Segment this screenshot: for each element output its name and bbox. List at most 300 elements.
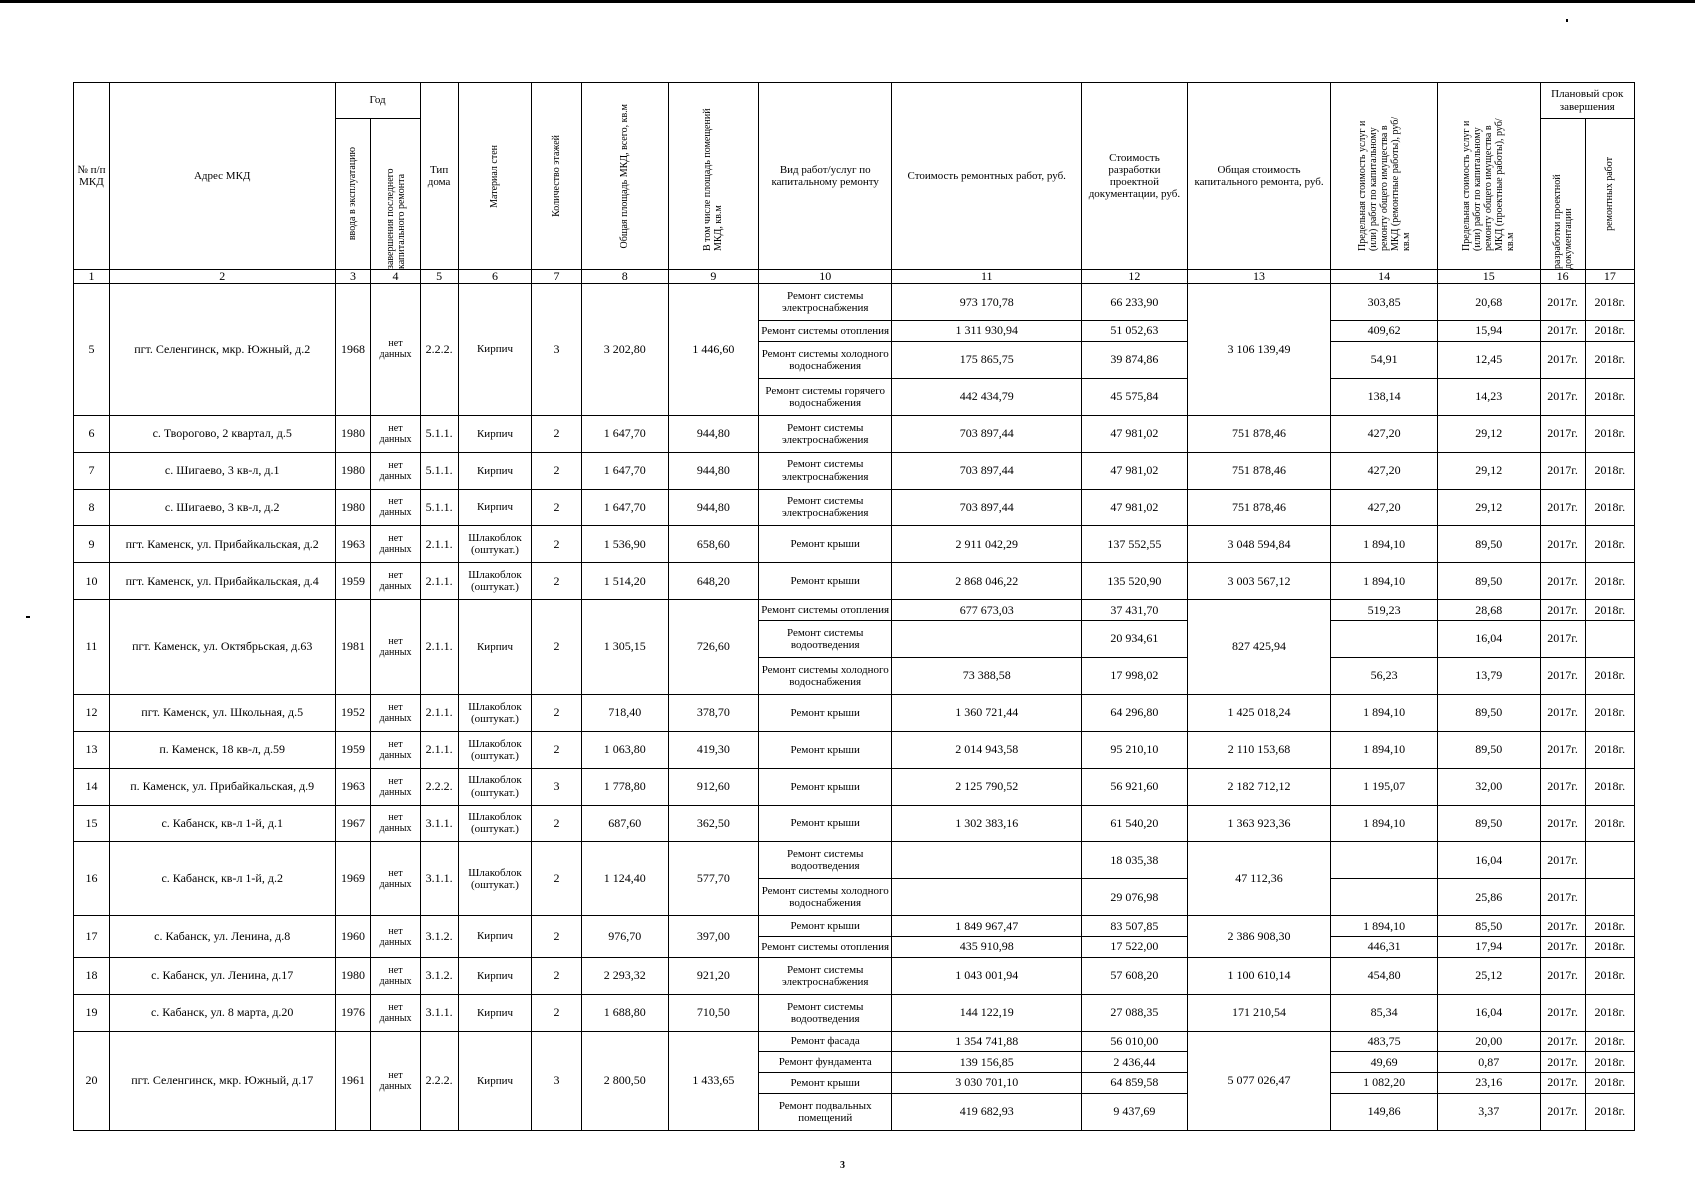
column-number: 4 [371,270,420,284]
column-number: 6 [458,270,532,284]
commissioning-year: 1961 [335,1031,371,1130]
house-type: 3.1.1. [420,994,458,1031]
work-type: Ремонт крыши [759,526,892,563]
design-cost: 29 076,98 [1082,879,1188,916]
plan-design-year: 2017г. [1540,563,1585,600]
limit-design: 89,50 [1437,694,1540,731]
wall-material: Шлакоблок (оштукат.) [458,526,532,563]
total-area: 1 647,70 [581,415,668,452]
table-row [74,1031,1635,1052]
premises-area: 944,80 [668,452,758,489]
work-type: Ремонт системы горячего водоснабжения [759,378,892,415]
limit-repair: 1 894,10 [1331,563,1438,600]
repair-cost: 1 849 967,47 [892,916,1082,937]
house-type: 2.1.1. [420,563,458,600]
plan-design-year: 2017г. [1540,937,1585,958]
premises-area: 921,20 [668,957,758,994]
limit-repair: 149,86 [1331,1093,1438,1130]
address: пгт. Каменск, ул. Прибайкальская, д.2 [109,526,335,563]
commissioning-year: 1976 [335,994,371,1031]
work-type: Ремонт крыши [759,1073,892,1094]
total-cost: 827 425,94 [1187,600,1331,695]
plan-design-year: 2017г. [1540,768,1585,805]
commissioning-year: 1963 [335,768,371,805]
repair-cost: 73 388,58 [892,657,1082,694]
commissioning-year: 1967 [335,805,371,842]
design-cost: 57 608,20 [1082,957,1188,994]
plan-design-year: 2017г. [1540,1073,1585,1094]
column-number-row [74,270,1635,284]
design-cost: 64 859,58 [1082,1073,1188,1094]
limit-design: 32,00 [1437,768,1540,805]
row-number: 13 [74,731,110,768]
plan-design-year: 2017г. [1540,957,1585,994]
floors: 2 [532,805,581,842]
scan-mark [26,616,30,618]
row-number: 16 [74,842,110,916]
repair-cost [892,621,1082,658]
address: п. Каменск, 18 кв-л, д.59 [109,731,335,768]
limit-repair: 1 894,10 [1331,526,1438,563]
address: пгт. Селенгинск, мкр. Южный, д.17 [109,1031,335,1130]
address: пгт. Каменск, ул. Прибайкальская, д.4 [109,563,335,600]
column-number: 17 [1585,270,1634,284]
row-number: 19 [74,994,110,1031]
plan-repair-year: 2018г. [1585,526,1634,563]
limit-design: 20,68 [1437,284,1540,321]
wall-material: Шлакоблок (оштукат.) [458,842,532,916]
premises-area: 912,60 [668,768,758,805]
limit-design: 89,50 [1437,526,1540,563]
plan-repair-year: 2018г. [1585,694,1634,731]
header-limit-repair: Предельная стоимость услуг и (или) работ по капитальному ремонту общего имущества в МКД (ремонтные работы), руб/кв.м [1331,83,1438,270]
address: с. Кабанск, ул. 8 марта, д.20 [109,994,335,1031]
column-number: 1 [74,270,110,284]
plan-design-year: 2017г. [1540,657,1585,694]
premises-area: 944,80 [668,415,758,452]
row-number: 5 [74,284,110,416]
last-repair-year: нет данных [371,600,420,695]
repair-cost [892,842,1082,879]
last-repair-year: нет данных [371,1031,420,1130]
plan-design-year: 2017г. [1540,1031,1585,1052]
last-repair-year: нет данных [371,489,420,526]
last-repair-year: нет данных [371,731,420,768]
work-type: Ремонт крыши [759,805,892,842]
limit-repair: 519,23 [1331,600,1438,621]
plan-design-year: 2017г. [1540,489,1585,526]
repair-cost: 703 897,44 [892,452,1082,489]
work-type: Ремонт крыши [759,731,892,768]
plan-repair-year: 2018г. [1585,1052,1634,1073]
house-type: 2.1.1. [420,526,458,563]
plan-design-year: 2017г. [1540,621,1585,658]
column-number: 3 [335,270,371,284]
floors: 3 [532,768,581,805]
last-repair-year: нет данных [371,805,420,842]
total-area: 1 647,70 [581,452,668,489]
house-type: 5.1.1. [420,489,458,526]
header-house-type: Тип дома [420,83,458,270]
address: с. Шигаево, 3 кв-л, д.1 [109,452,335,489]
header-floors: Количество этажей [532,83,581,270]
commissioning-year: 1980 [335,452,371,489]
limit-design: 29,12 [1437,489,1540,526]
house-type: 3.1.1. [420,805,458,842]
scan-top-border [0,0,1695,3]
row-number: 11 [74,600,110,695]
plan-repair-year: 2018г. [1585,452,1634,489]
work-type: Ремонт системы электроснабжения [759,452,892,489]
header-no: № п/п МКД [74,83,110,270]
work-type: Ремонт системы водоотведения [759,842,892,879]
table-row [74,916,1635,937]
last-repair-year: нет данных [371,452,420,489]
wall-material: Шлакоблок (оштукат.) [458,805,532,842]
column-number: 2 [109,270,335,284]
address: с. Шигаево, 3 кв-л, д.2 [109,489,335,526]
header-year-group: Год [335,83,420,119]
house-type: 5.1.1. [420,415,458,452]
plan-design-year: 2017г. [1540,284,1585,321]
work-type: Ремонт крыши [759,916,892,937]
column-number: 15 [1437,270,1540,284]
plan-repair-year: 2018г. [1585,489,1634,526]
table-row [74,284,1635,321]
limit-repair: 454,80 [1331,957,1438,994]
repair-cost: 3 030 701,10 [892,1073,1082,1094]
work-type: Ремонт системы холодного водоснабжения [759,657,892,694]
house-type: 2.1.1. [420,600,458,695]
limit-design: 16,04 [1437,994,1540,1031]
house-type: 2.1.1. [420,694,458,731]
work-type: Ремонт системы электроснабжения [759,489,892,526]
plan-repair-year: 2018г. [1585,994,1634,1031]
design-cost: 51 052,63 [1082,321,1188,342]
header-work-type: Вид работ/услуг по капитальному ремонту [759,83,892,270]
limit-design: 23,16 [1437,1073,1540,1094]
design-cost: 17 998,02 [1082,657,1188,694]
total-cost: 1 100 610,14 [1187,957,1331,994]
column-number: 11 [892,270,1082,284]
limit-repair: 446,31 [1331,937,1438,958]
commissioning-year: 1963 [335,526,371,563]
limit-repair: 1 894,10 [1331,694,1438,731]
limit-repair [1331,621,1438,658]
address: пгт. Каменск, ул. Октябрьская, д.63 [109,600,335,695]
total-area: 1 514,20 [581,563,668,600]
header-address: Адрес МКД [109,83,335,270]
work-type: Ремонт крыши [759,563,892,600]
address: с. Кабанск, кв-л 1-й, д.1 [109,805,335,842]
commissioning-year: 1960 [335,916,371,958]
repair-cost: 703 897,44 [892,489,1082,526]
limit-repair: 56,23 [1331,657,1438,694]
column-number: 14 [1331,270,1438,284]
wall-material: Кирпич [458,600,532,695]
design-cost: 61 540,20 [1082,805,1188,842]
limit-repair: 1 894,10 [1331,916,1438,937]
premises-area: 726,60 [668,600,758,695]
commissioning-year: 1980 [335,489,371,526]
repair-cost: 973 170,78 [892,284,1082,321]
limit-design: 14,23 [1437,378,1540,415]
plan-design-year: 2017г. [1540,452,1585,489]
limit-design: 15,94 [1437,321,1540,342]
design-cost: 95 210,10 [1082,731,1188,768]
total-area: 1 305,15 [581,600,668,695]
total-cost: 47 112,36 [1187,842,1331,916]
limit-design: 3,37 [1437,1093,1540,1130]
premises-area: 419,30 [668,731,758,768]
page-number: 3 [840,1160,845,1171]
plan-design-year: 2017г. [1540,341,1585,378]
limit-repair: 483,75 [1331,1031,1438,1052]
work-type: Ремонт системы отопления [759,937,892,958]
column-number: 16 [1540,270,1585,284]
total-area: 2 800,50 [581,1031,668,1130]
wall-material: Кирпич [458,489,532,526]
plan-design-year: 2017г. [1540,994,1585,1031]
premises-area: 944,80 [668,489,758,526]
work-type: Ремонт крыши [759,694,892,731]
total-area: 1 063,80 [581,731,668,768]
work-type: Ремонт системы электроснабжения [759,284,892,321]
repair-cost: 139 156,85 [892,1052,1082,1073]
plan-repair-year: 2018г. [1585,937,1634,958]
last-repair-year: нет данных [371,415,420,452]
work-type: Ремонт системы отопления [759,321,892,342]
wall-material: Кирпич [458,415,532,452]
design-cost: 9 437,69 [1082,1093,1188,1130]
repair-cost: 1 302 383,16 [892,805,1082,842]
wall-material: Кирпич [458,957,532,994]
plan-repair-year: 2018г. [1585,957,1634,994]
limit-repair [1331,879,1438,916]
design-cost: 83 507,85 [1082,916,1188,937]
header-premises-area: В том числе площадь помещений МКД, кв.м [668,83,758,270]
plan-repair-year: 2018г. [1585,731,1634,768]
floors: 3 [532,284,581,416]
limit-design: 13,79 [1437,657,1540,694]
plan-repair-year: 2018г. [1585,284,1634,321]
limit-design: 25,86 [1437,879,1540,916]
last-repair-year: нет данных [371,916,420,958]
plan-repair-year: 2018г. [1585,600,1634,621]
limit-repair: 49,69 [1331,1052,1438,1073]
row-number: 17 [74,916,110,958]
floors: 2 [532,694,581,731]
last-repair-year: нет данных [371,957,420,994]
wall-material: Шлакоблок (оштукат.) [458,731,532,768]
total-cost: 2 386 908,30 [1187,916,1331,958]
table-row [74,600,1635,621]
plan-repair-year [1585,621,1634,658]
wall-material: Шлакоблок (оштукат.) [458,768,532,805]
limit-design: 89,50 [1437,805,1540,842]
scan-mark [1566,19,1568,22]
commissioning-year: 1980 [335,957,371,994]
premises-area: 648,20 [668,563,758,600]
design-cost: 47 981,02 [1082,489,1188,526]
limit-design: 89,50 [1437,563,1540,600]
limit-design: 12,45 [1437,341,1540,378]
limit-repair: 427,20 [1331,489,1438,526]
limit-repair: 427,20 [1331,415,1438,452]
repair-cost: 2 014 943,58 [892,731,1082,768]
house-type: 3.1.2. [420,916,458,958]
design-cost: 18 035,38 [1082,842,1188,879]
limit-design: 0,87 [1437,1052,1540,1073]
column-number: 12 [1082,270,1188,284]
capital-repair-table [73,82,1635,1131]
design-cost: 64 296,80 [1082,694,1188,731]
design-cost: 47 981,02 [1082,415,1188,452]
address: с. Кабанск, ул. Ленина, д.17 [109,957,335,994]
wall-material: Шлакоблок (оштукат.) [458,694,532,731]
table-row [74,957,1635,994]
limit-repair: 1 195,07 [1331,768,1438,805]
house-type: 2.2.2. [420,1031,458,1130]
floors: 2 [532,957,581,994]
total-area: 976,70 [581,916,668,958]
plan-design-year: 2017г. [1540,916,1585,937]
premises-area: 378,70 [668,694,758,731]
row-number: 20 [74,1031,110,1130]
header-last-repair-year: завершения последнего капитального ремонта [371,119,420,270]
row-number: 15 [74,805,110,842]
row-number: 8 [74,489,110,526]
work-type: Ремонт системы электроснабжения [759,415,892,452]
address: с. Творогово, 2 квартал, д.5 [109,415,335,452]
header-plan-repair: ремонтных работ [1585,119,1634,270]
limit-design: 17,94 [1437,937,1540,958]
plan-design-year: 2017г. [1540,805,1585,842]
premises-area: 362,50 [668,805,758,842]
limit-design: 29,12 [1437,415,1540,452]
work-type: Ремонт системы водоотведения [759,994,892,1031]
total-cost: 2 182 712,12 [1187,768,1331,805]
limit-repair: 54,91 [1331,341,1438,378]
total-area: 3 202,80 [581,284,668,416]
wall-material: Кирпич [458,916,532,958]
design-cost: 47 981,02 [1082,452,1188,489]
total-area: 1 124,40 [581,842,668,916]
last-repair-year: нет данных [371,768,420,805]
header-plan-design: разработки проектной документации [1540,119,1585,270]
last-repair-year: нет данных [371,842,420,916]
limit-design: 25,12 [1437,957,1540,994]
total-area: 718,40 [581,694,668,731]
plan-design-year: 2017г. [1540,1093,1585,1130]
column-number: 13 [1187,270,1331,284]
plan-design-year: 2017г. [1540,879,1585,916]
plan-repair-year: 2018г. [1585,768,1634,805]
limit-repair: 427,20 [1331,452,1438,489]
work-type: Ремонт системы водоотведения [759,621,892,658]
address: пгт. Каменск, ул. Школьная, д.5 [109,694,335,731]
design-cost: 37 431,70 [1082,600,1188,621]
limit-design: 20,00 [1437,1031,1540,1052]
row-number: 12 [74,694,110,731]
address: с. Кабанск, ул. Ленина, д.8 [109,916,335,958]
last-repair-year: нет данных [371,284,420,416]
limit-design: 29,12 [1437,452,1540,489]
commissioning-year: 1959 [335,563,371,600]
table-row [74,994,1635,1031]
table-row [74,489,1635,526]
total-cost: 751 878,46 [1187,489,1331,526]
design-cost: 56 010,00 [1082,1031,1188,1052]
total-area: 1 536,90 [581,526,668,563]
last-repair-year: нет данных [371,694,420,731]
plan-repair-year: 2018г. [1585,1073,1634,1094]
work-type: Ремонт системы холодного водоснабжения [759,341,892,378]
plan-repair-year: 2018г. [1585,1031,1634,1052]
total-cost: 1 425 018,24 [1187,694,1331,731]
total-cost: 5 077 026,47 [1187,1031,1331,1130]
commissioning-year: 1968 [335,284,371,416]
plan-design-year: 2017г. [1540,600,1585,621]
premises-area: 658,60 [668,526,758,563]
work-type: Ремонт системы холодного водоснабжения [759,879,892,916]
plan-repair-year: 2018г. [1585,341,1634,378]
premises-area: 1 446,60 [668,284,758,416]
total-cost: 3 048 594,84 [1187,526,1331,563]
limit-repair: 1 894,10 [1331,805,1438,842]
total-cost: 751 878,46 [1187,452,1331,489]
house-type: 2.2.2. [420,768,458,805]
commissioning-year: 1981 [335,600,371,695]
total-cost: 2 110 153,68 [1187,731,1331,768]
column-number: 9 [668,270,758,284]
table-row [74,452,1635,489]
repair-cost: 435 910,98 [892,937,1082,958]
design-cost: 17 522,00 [1082,937,1188,958]
column-number: 8 [581,270,668,284]
total-area: 1 688,80 [581,994,668,1031]
row-number: 14 [74,768,110,805]
plan-repair-year: 2018г. [1585,415,1634,452]
wall-material: Шлакоблок (оштукат.) [458,563,532,600]
limit-design: 28,68 [1437,600,1540,621]
floors: 2 [532,916,581,958]
work-type: Ремонт фасада [759,1031,892,1052]
total-cost: 751 878,46 [1187,415,1331,452]
header-total-area: Общая площадь МКД, всего, кв.м [581,83,668,270]
header-limit-design: Предельная стоимость услуг и (или) работ по капитальному ремонту общего имущества в МКД (проектные работы), руб/кв.м [1437,83,1540,270]
header-total-cost: Общая стоимость капитального ремонта, руб. [1187,83,1331,270]
floors: 2 [532,415,581,452]
repair-cost: 1 354 741,88 [892,1031,1082,1052]
row-number: 10 [74,563,110,600]
total-cost: 3 003 567,12 [1187,563,1331,600]
house-type: 5.1.1. [420,452,458,489]
row-number: 9 [74,526,110,563]
floors: 3 [532,1031,581,1130]
header-plan-group: Плановый срок завершения [1540,83,1634,119]
commissioning-year: 1952 [335,694,371,731]
premises-area: 577,70 [668,842,758,916]
plan-design-year: 2017г. [1540,694,1585,731]
floors: 2 [532,994,581,1031]
column-number: 7 [532,270,581,284]
plan-repair-year: 2018г. [1585,805,1634,842]
column-number: 5 [420,270,458,284]
house-type: 2.2.2. [420,284,458,416]
header-repair-cost: Стоимость ремонтных работ, руб. [892,83,1082,270]
table-row [74,768,1635,805]
